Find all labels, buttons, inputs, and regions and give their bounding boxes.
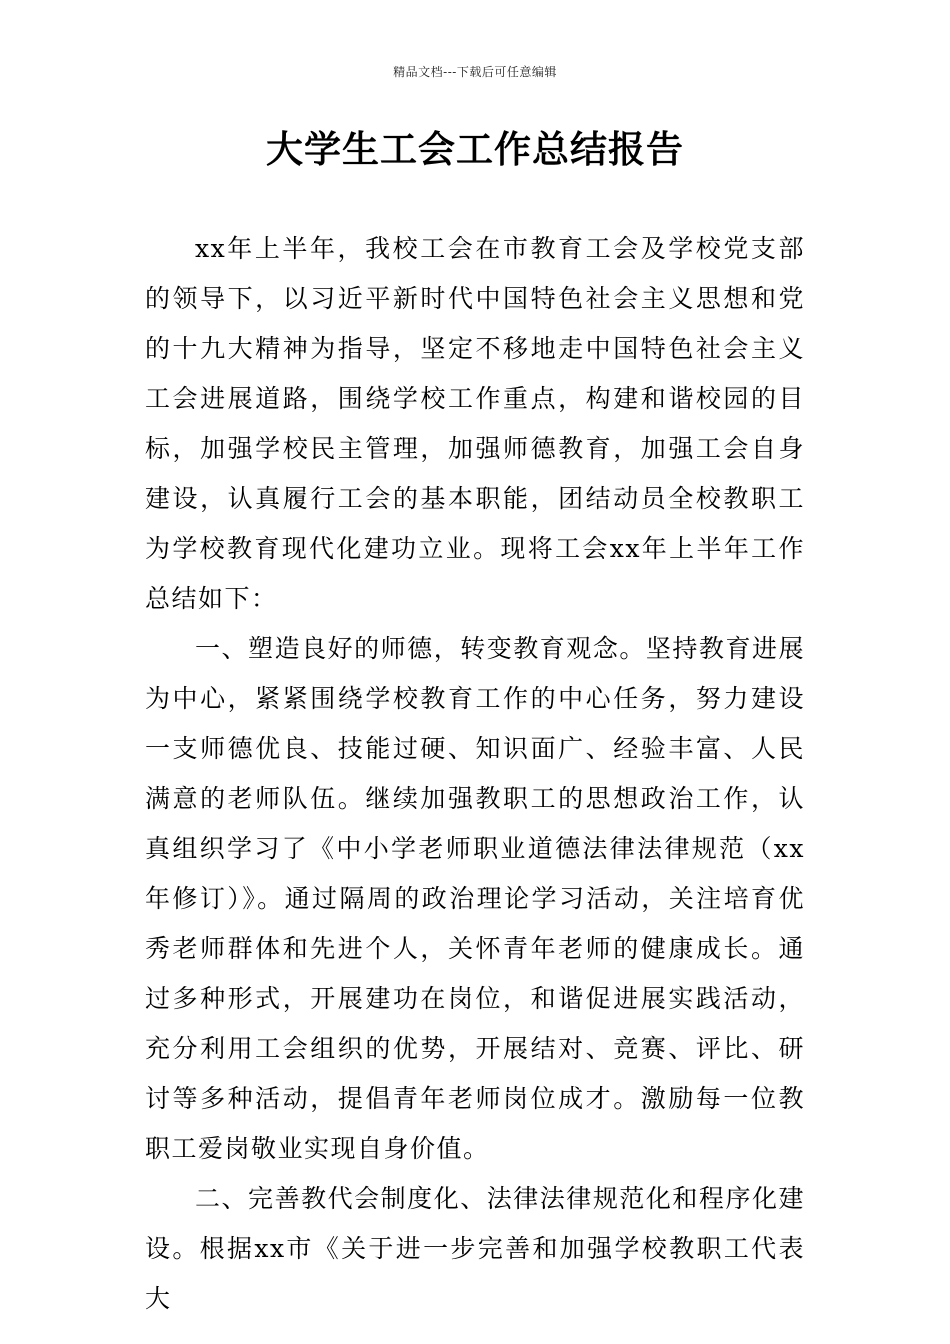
document-body (145, 224, 805, 1324)
paragraph-intro: xx年上半年，我校工会在市教育工会及学校党支部的领导下，以习近平新时代中国特色社会主义思想和党的十九大精神为指导，坚定不移地走中国特色社会主义工会进展道路，围绕学校工作重点，构建和谐校园的目标，加强学校民主管理，加强师德教育，加强工会自身建设，认真履行工会的基本职能，团结动员全校教职工为学校教育现代化建功立业。现将工会xx年上半年工作总结如下： (145, 234, 805, 613)
document-title: 大学生工会工作总结报告 (266, 128, 684, 171)
paragraph-section-1: 一、塑造良好的师德，转变教育观念。坚持教育进展为中心，紧紧围绕学校教育工作的中心任务，努力建设一支师德优良、技能过硬、知识面广、经验丰富、人民满意的老师队伍。继续加强教职工的思想政治工作，认真组织学习了《中小学老师职业道德法律法律规范（xx年修订）》。通过隔周的政治理论学习活动，关注培育优秀老师群体和先进个人，关怀青年老师的健康成长。通过多种形式，开展建功在岗位，和谐促进展实践活动，充分利用工会组织的优势，开展结对、竞赛、评比、研讨等多种活动，提倡青年老师岗位成才。激励每一位教职工爱岗敬业实现自身价值。 (145, 634, 805, 1163)
header-note: 精品文档---下载后可任意编辑 (393, 65, 557, 79)
paragraph-section-2: 二、完善教代会制度化、法律法律规范化和程序化建设。根据xx市《关于进一步完善和加强学校教职工代表大 (145, 1184, 805, 1313)
